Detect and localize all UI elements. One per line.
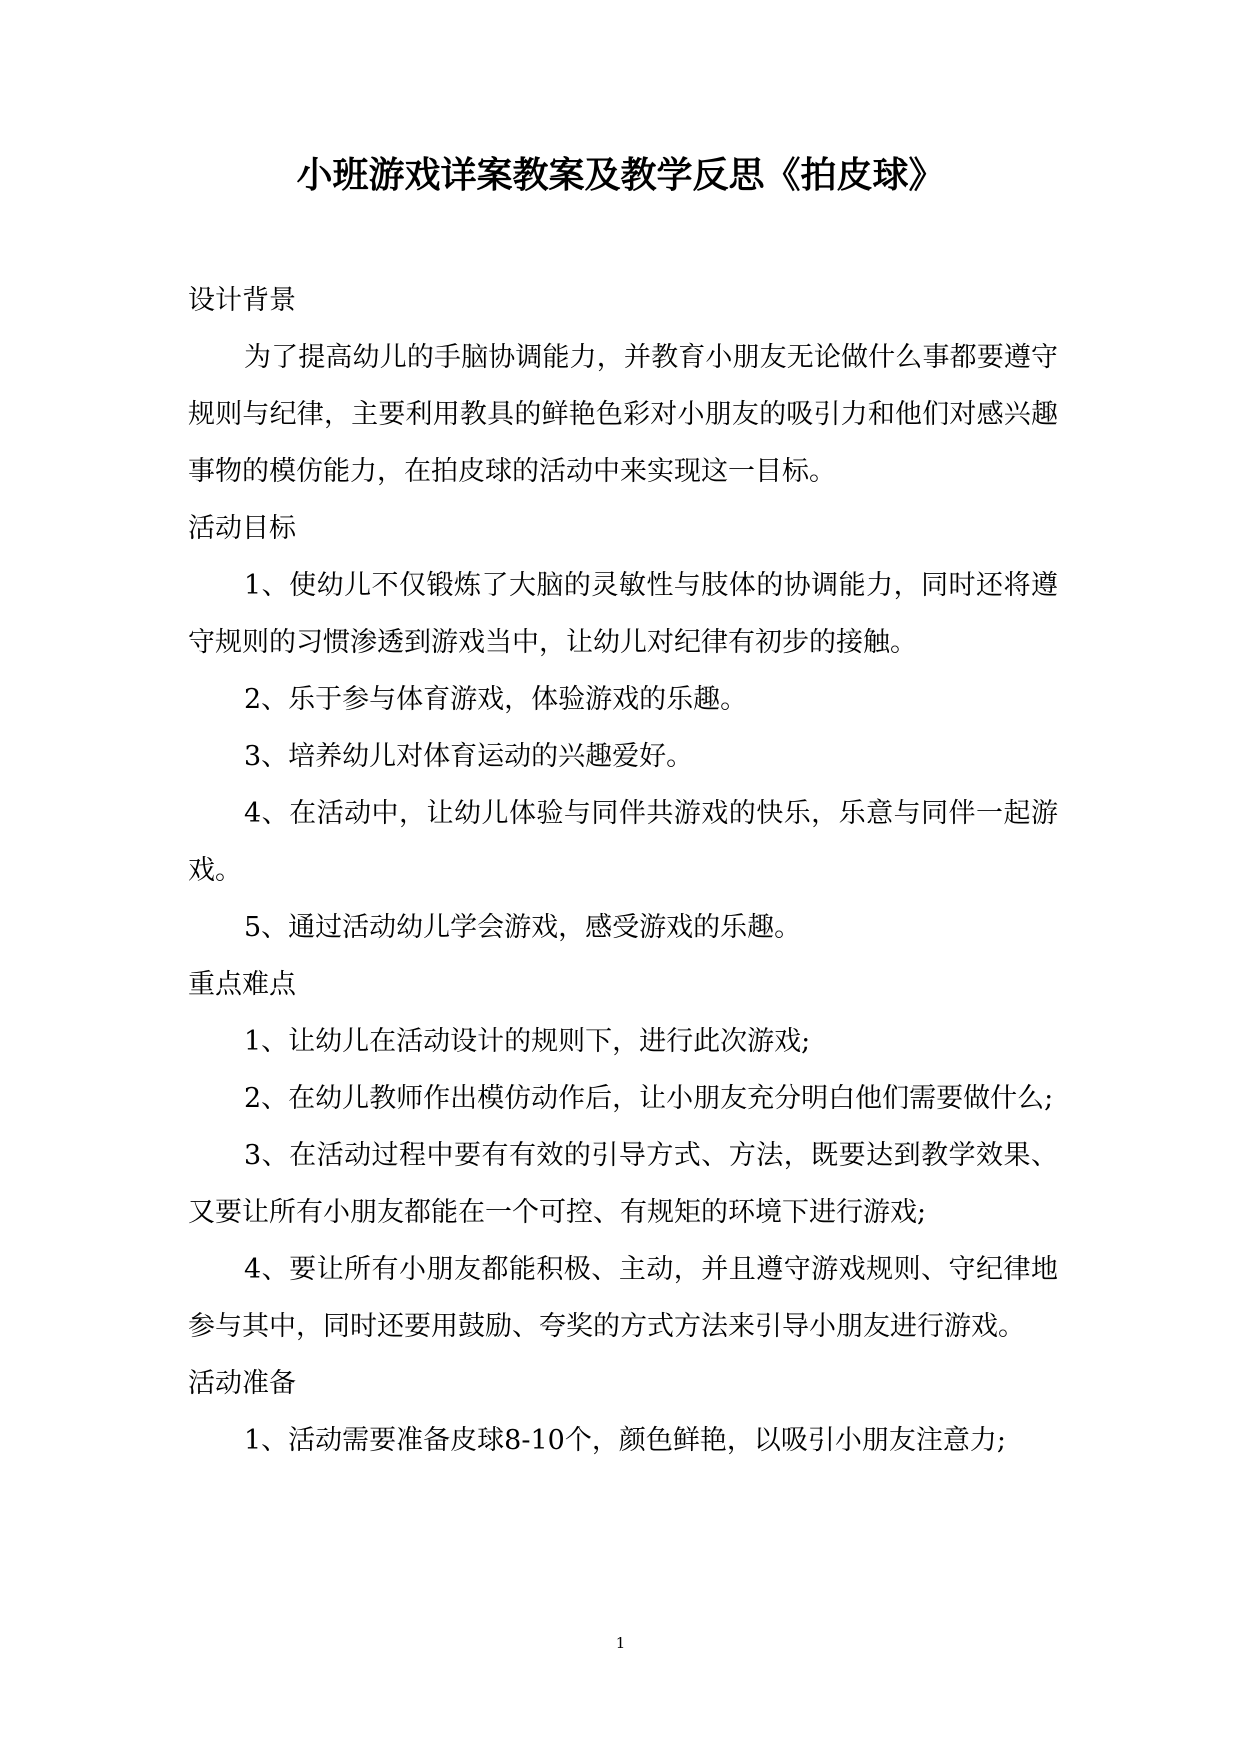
list-item: 5、通过活动幼儿学会游戏，感受游戏的乐趣。 (244, 912, 802, 943)
section-heading: 重点难点 (188, 969, 296, 1000)
page-number: 1 (615, 1634, 626, 1652)
section-heading: 设计背景 (188, 285, 296, 316)
paragraph: 为了提高幼儿的手脑协调能力，并教育小朋友无论做什么事都要遵守规则与纪律，主要利用教具的鲜艳色彩对小朋友的吸引力和他们对感兴趣事物的模仿能力，在拍皮球的活动中来实现这一目标。 (188, 342, 1058, 487)
list-item: 4、在活动中，让幼儿体验与同伴共游戏的快乐，乐意与同伴一起游戏。 (188, 798, 1058, 886)
document-title: 小班游戏详案教案及教学反思《拍皮球》 (296, 154, 945, 196)
list-item: 2、在幼儿教师作出模仿动作后，让小朋友充分明白他们需要做什么; (244, 1083, 1054, 1114)
document-body (188, 272, 1058, 1469)
list-item: 3、在活动过程中要有有效的引导方式、方法，既要达到教学效果、又要让所有小朋友都能在一个可控、有规矩的环境下进行游戏; (188, 1140, 1058, 1228)
list-item: 2、乐于参与体育游戏，体验游戏的乐趣。 (244, 684, 748, 715)
list-item: 4、要让所有小朋友都能积极、主动，并且遵守游戏规则、守纪律地参与其中，同时还要用鼓励、夸奖的方式方法来引导小朋友进行游戏。 (188, 1254, 1058, 1342)
list-item: 1、让幼儿在活动设计的规则下，进行此次游戏; (244, 1026, 811, 1057)
section-heading: 活动目标 (188, 513, 296, 544)
list-item: 1、活动需要准备皮球8-10个，颜色鲜艳，以吸引小朋友注意力; (244, 1425, 1006, 1456)
list-item: 1、使幼儿不仅锻炼了大脑的灵敏性与肢体的协调能力，同时还将遵守规则的习惯渗透到游戏当中，让幼儿对纪律有初步的接触。 (188, 570, 1058, 658)
section-heading: 活动准备 (188, 1368, 296, 1399)
list-item: 3、培养幼儿对体育运动的兴趣爱好。 (244, 741, 694, 772)
